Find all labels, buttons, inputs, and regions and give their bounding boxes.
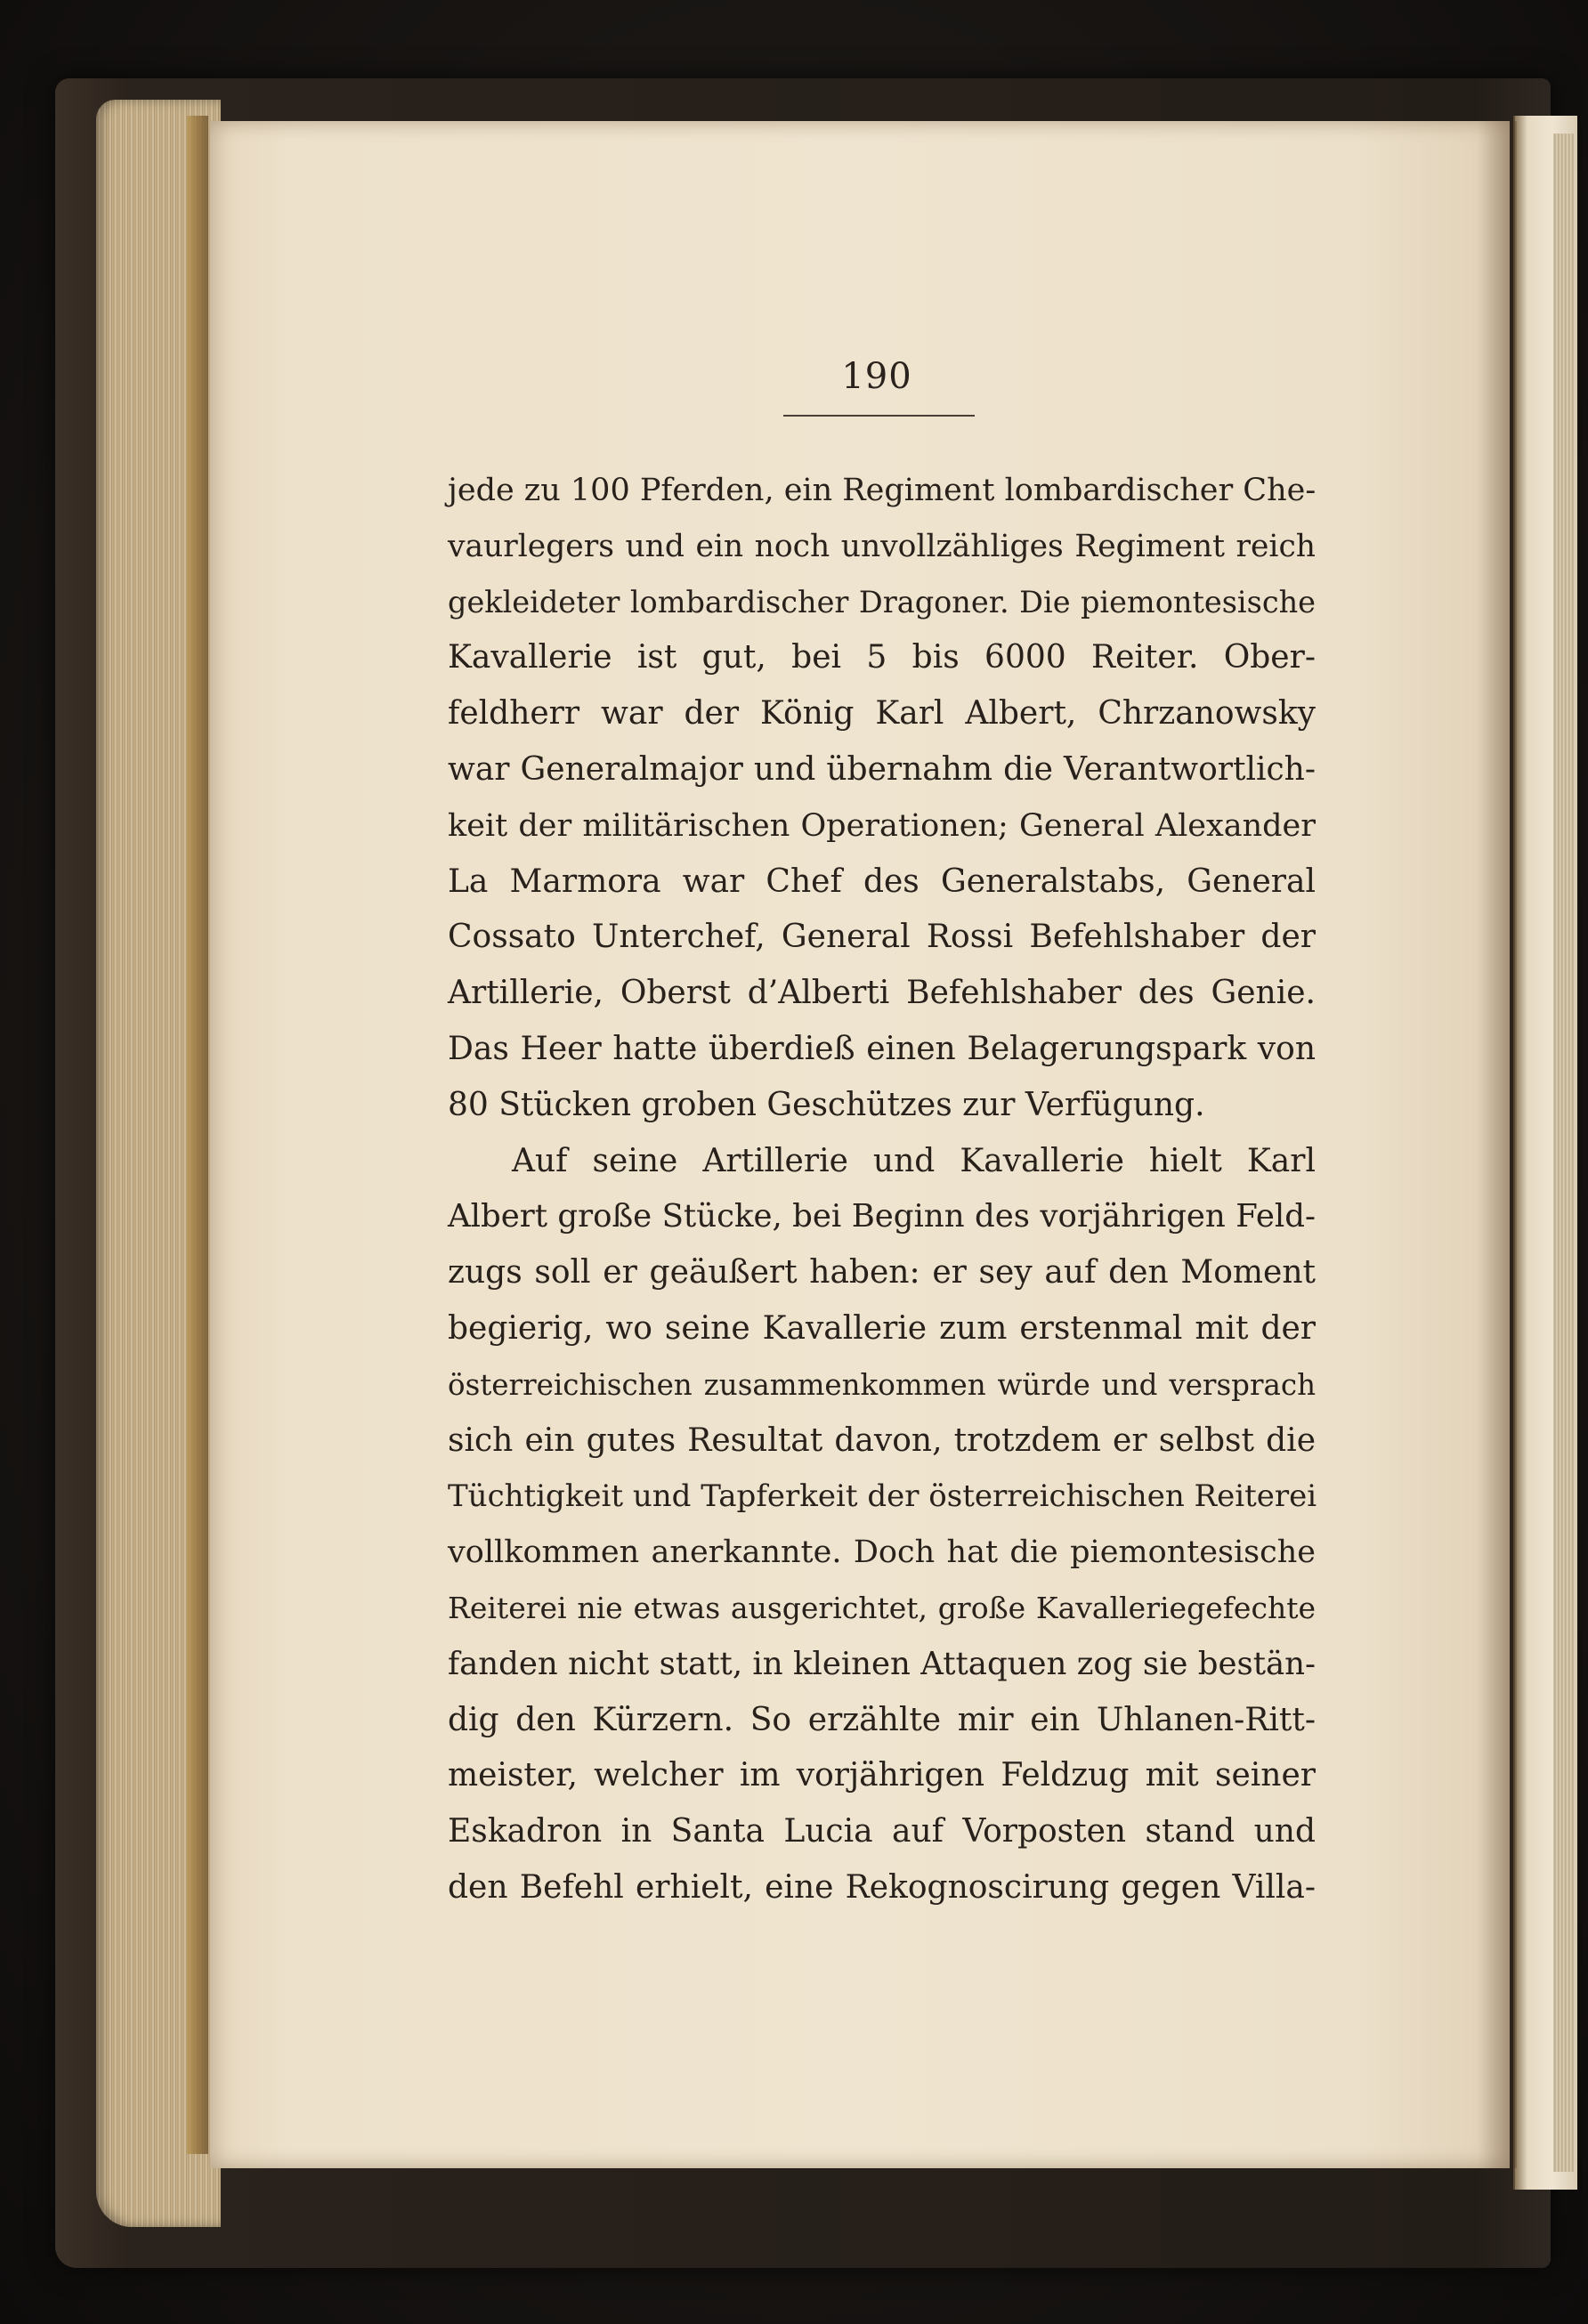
text-line: gekleideter lombardischer Dragoner. Die piemontesische (448, 584, 1316, 619)
text-line: begierig, wo seine Kavallerie zum erstenmal mit der (448, 1309, 1316, 1347)
text-line: 80 Stücken groben Geschützes zur Verfügung. (448, 1086, 1205, 1123)
text-line: fanden nicht statt, in kleinen Attaquen zog sie bestän- (448, 1645, 1316, 1682)
text-line: sich ein gutes Resultat davon, trotzdem er selbst die (448, 1421, 1316, 1459)
text-line: Reiterei nie etwas ausgerichtet, große Kavalleriegefechte (448, 1590, 1316, 1625)
text-line: Das Heer hatte überdieß einen Belagerungspark von (448, 1030, 1316, 1067)
text-line: Tüchtigkeit und Tapferkeit der österreichischen Reiterei (448, 1478, 1317, 1515)
spine-shadow (1478, 121, 1517, 2168)
text-line: dig den Kürzern. So erzählte mir ein Uhlanen-Ritt- (448, 1701, 1316, 1738)
text-line: vaurlegers und ein noch unvollzähliges Regiment reich (448, 528, 1316, 564)
text-line: meister, welcher im vorjährigen Feldzug mit seiner (448, 1757, 1316, 1794)
text-line: Artillerie, Oberst d’Alberti Befehlshaber des Genie. (448, 975, 1316, 1012)
text-line: Albert große Stücke, bei Beginn des vorjährigen Feld- (448, 1198, 1316, 1235)
text-line: zugs soll er geäußert haben: er sey auf den Moment (448, 1254, 1316, 1292)
text-line: österreichischen zusammenkommen würde und versprach (448, 1367, 1316, 1402)
text-line: war Generalmajor und übernahm die Verantwortlich- (448, 750, 1316, 788)
text-line: vollkommen anerkannte. Doch hat die piemontesische (448, 1534, 1316, 1571)
text-line: Kavallerie ist gut, bei 5 bis 6000 Reiter. Ober- (448, 639, 1316, 676)
text-line: feldherr war der König Karl Albert, Chrzanowsky (448, 695, 1316, 733)
page-number: 190 (841, 356, 912, 397)
text-line: Cossato Unterchef, General Rossi Befehlshaber der (448, 919, 1316, 956)
text-line: La Marmora war Chef des Generalstabs, General (448, 862, 1316, 900)
text-line: keit der militärischen Operationen; General Alexander (448, 807, 1316, 844)
page-edges-gilt (187, 116, 208, 2154)
facing-page-edges (1553, 134, 1575, 2172)
text-line: jede zu 100 Pferden, ein Regiment lombardischer Che- (448, 473, 1317, 508)
text-line: Auf seine Artillerie und Kavallerie hielt Karl (512, 1142, 1316, 1179)
text-line: den Befehl erhielt, eine Rekognoscirung gegen Villa- (448, 1868, 1316, 1906)
text-line: Eskadron in Santa Lucia auf Vorposten stand und (448, 1813, 1316, 1850)
page-number-rule (783, 415, 975, 417)
body-text (448, 463, 1316, 1916)
